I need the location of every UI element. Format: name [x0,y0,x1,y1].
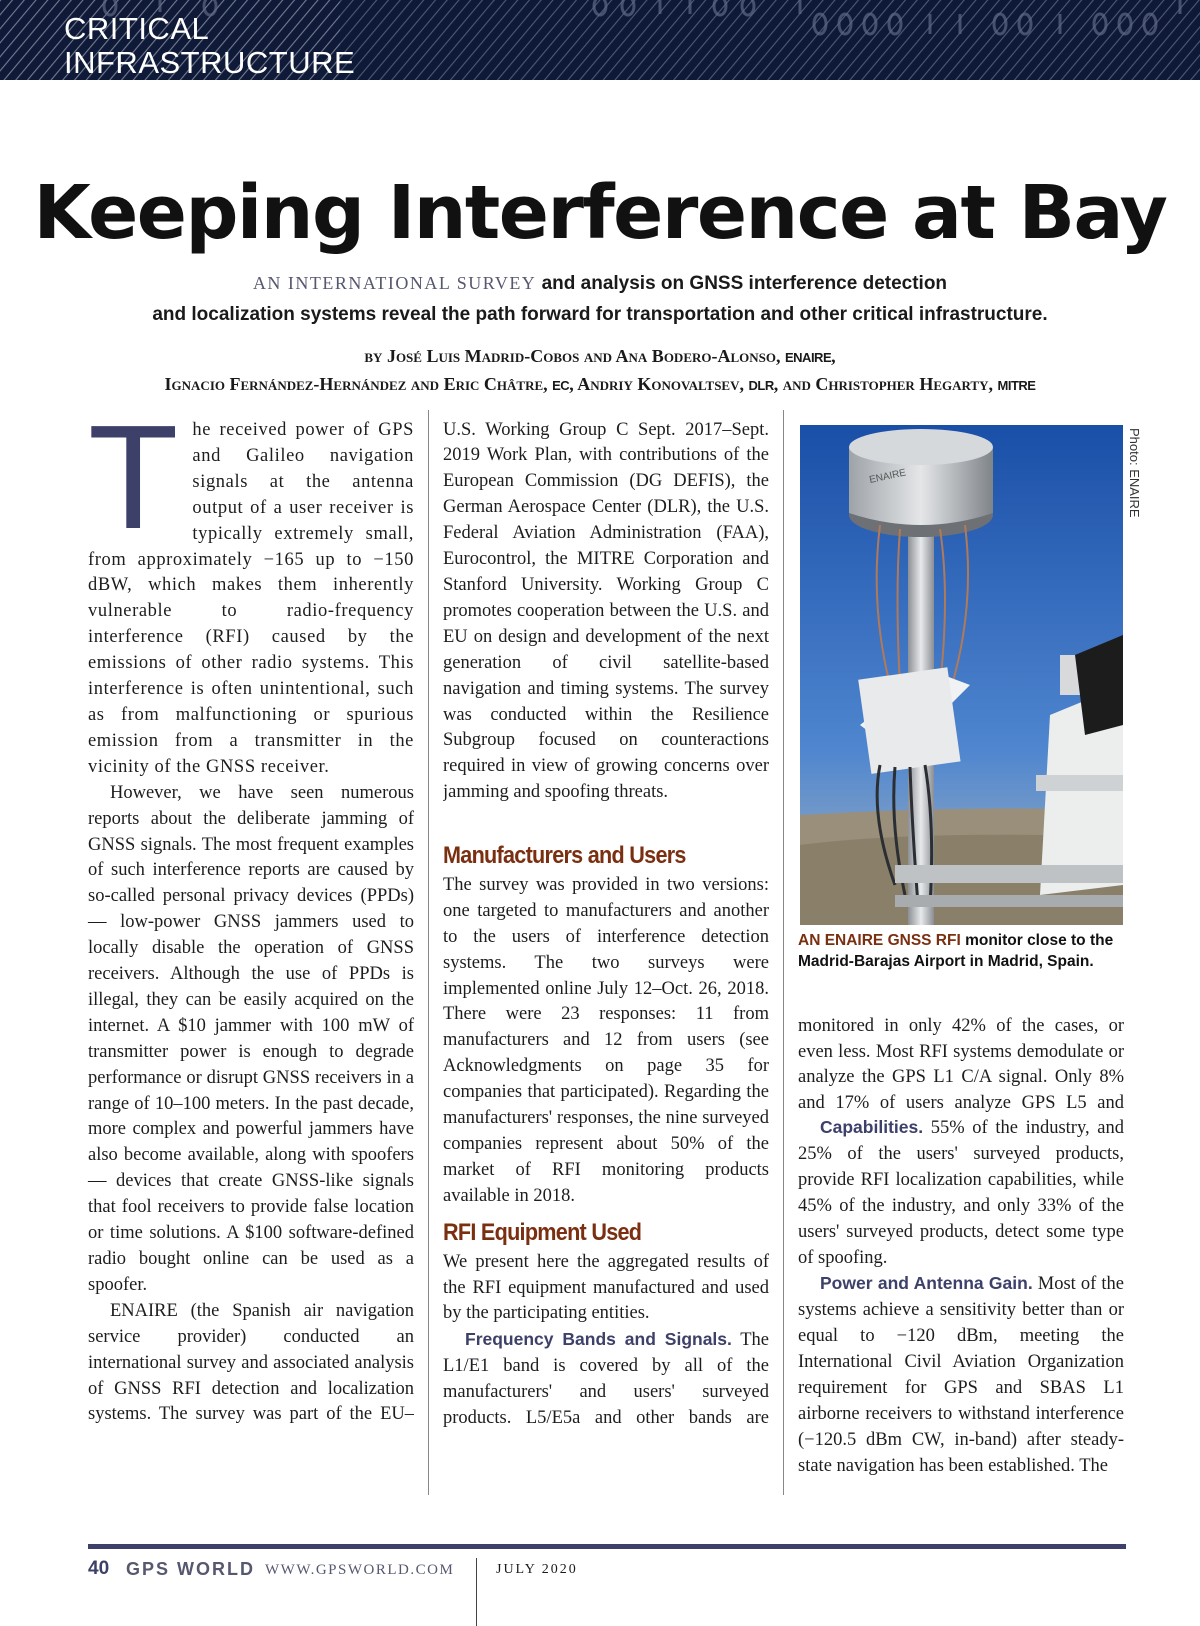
deck-rest: and analysis on GNSS interference detection [536,273,948,294]
section-title-line-1: CRITICAL [64,11,210,46]
author-affiliation: ENAIRE [785,350,832,365]
subhead-manufacturers-users: Manufacturers and Users [443,842,686,869]
paragraph-continued-text: U.S. Working Group C Sept. 2017–Sept. 2019 Work Plan, with contributions of the European Commission (DG DEFIS), the German Aerospace Center (DLR), the U.S. Federal Aviation Administration (FAA), Eurocontrol, the MITRE Corporation and Stanford University. Working Group C promotes cooperation between the U.S. and EU on design and development of the next generation of civil satellite-based navigation and timing systems. The survey was conducted within the Resilience Subgroup focused on counteractions required in view of growing concerns over jamming and spoofing threats. [443,419,769,803]
run-in-head: Frequency Bands and Signals. [465,1329,732,1350]
section-title-line-2: INFRASTRUCTURE [64,45,356,80]
paragraph-text: The L1/E1 band is covered by all of the manufacturers' and users' surveyed products. L5/E5a and other bands are [443,1330,769,1429]
column-rule [428,410,429,1495]
run-in-head: Power and Antenna Gain. [820,1273,1033,1294]
author-name: Ignacio Fernández-Hernández [164,374,407,394]
paragraph-frequency-bands [443,1327,769,1430]
byline-and: and [406,374,444,394]
paragraph-capabilities [798,1115,1124,1271]
author-affiliation: DLR [748,378,774,393]
photo-caption [798,930,1124,972]
paragraph-text: monitored in only 42% of the cases, or even less. Most RFI systems demodulate or analyze the GPS L1 C/A signal. Only 8% and 17% of users analyze GPS L5 and [798,1015,1124,1114]
author-affiliation: MITRE [997,378,1036,393]
run-in-head: Capabilities. [820,1117,924,1137]
rfi-monitor-photo [800,425,1123,925]
author-name: José Luis Madrid-Cobos [386,346,580,366]
deck-lead: AN INTERNATIONAL SURVEY [252,273,537,293]
section-banner [0,0,1200,80]
author-name: Christopher Hegarty, [815,374,998,394]
paragraph-continued [798,1012,1124,1115]
body-column-1 [88,395,414,1429]
body-column-2 [443,418,769,1430]
drop-cap: T [88,395,179,560]
author-affiliation: EC [552,378,570,393]
subhead-rfi-equipment: RFI Equipment Used [443,1218,642,1246]
byline [60,343,1140,399]
author-name: Eric Châtre, [443,374,553,394]
paragraph-text: Most of the systems achieve a sensitivity better than or equal to −120 dBm, meeting the International Civil Aviation Organization requirement for GPS and SBAS L1 airborne receivers to withstand interference (−120.5 dBm CW, in-band) after steady-state navigation has been established. The [798,1274,1124,1476]
byline-by: by [364,346,387,366]
body-column-3 [798,1012,1124,1480]
author-name: Ana Bodero-Alonso, [615,346,785,366]
paragraph: The survey was provided in two versions: one targeted to manufacturers and another to the users of interference detection systems. The two surveys were implemented online July 12–Oct. 26, 2018. There were 23 responses: 11 from manufacturers and 12 from users (see Acknowledgments on page 35 for companies that participated). Regarding the manufacturers' responses, the nine surveyed companies represent about 50% of the market of RFI monitoring products available in 2018. [443,874,769,1206]
paragraph-text: 55% of the industry, and 25% of the users' surveyed products, provide RFI localization capabilities, while 45% of the industry, and only 33% of the users' surveyed products, detect some type of spoofing. [798,1118,1124,1268]
photo-credit: Photo: ENAIRE [1127,428,1142,518]
byline-separator: , [569,374,578,394]
footer-divider [476,1558,477,1626]
page-number: 40 [88,1558,110,1579]
byline-and: and [579,346,616,366]
dome-label: ENAIRE [868,467,908,486]
caption-highlight: AN ENAIRE GNSS RFI [798,932,961,949]
deck-line-2: and localization systems reveal the path forward for transportation and other critical infrastructure. [152,304,1048,325]
footer-rule [88,1544,1126,1549]
column-rule [783,410,784,1495]
byline-and: , and [773,374,816,394]
paragraph: ENAIRE (the Spanish air navigation service provider) conducted an international survey and associated analysis of GNSS RFI detection and localization systems. The survey was part of the EU– [88,1300,414,1425]
section-title [64,12,355,80]
byline-separator: , [831,346,836,366]
paragraph: We present here the aggregated results of the RFI equipment manufactured and used by the participating entities. [443,1251,769,1324]
magazine-url[interactable]: WWW.GPSWORLD.COM [265,1562,455,1578]
article-title: Keeping Interference at Bay [33,170,1167,256]
paragraph-power-antenna [798,1271,1124,1479]
paragraph: However, we have seen numerous reports about the deliberate jamming of GNSS signals. The most frequent examples of such interference reports are caused by so-called personal privacy devices (PPDs) — low-power GNSS jammers used to locally disable the operation of GNSS receivers. Although the use of PPDs is illegal, they can be easily acquired on the internet. A $10 jammer with 100 mW of transmitter power is enough to degrade performance or disrupt GNSS receivers in a range of 10–100 meters. In the past decade, more complex and powerful jammers have also become available, along with spoofers — devices that create GNSS-like signals that fool receivers to provide false location or time solutions. A $100 software-defined radio bought online can be used as a spoofer. [88,782,414,1295]
author-name: Andriy Konovaltsev, [577,374,749,394]
article-deck [100,268,1100,330]
paragraph-continued [443,418,769,833]
paragraph: he received power of GPS and Galileo navigation signals at the antenna output of a user receiver is typically extremely small, from approximately −165 up to −150 dBW, which makes them inherently vulnerable to radio-frequency interference (RFI) caused by the emissions of other radio systems. This interference is often unintentional, such as from malfunctioning or spurious emission from a transmitter in the vicinity of the GNSS receiver. [88,420,414,777]
paragraph-continued-text [798,1012,1124,1115]
caption-text: monitor close to the Madrid-Barajas Airport in Madrid, Spain. [798,932,1114,970]
magazine-name: GPS WORLD [126,1559,255,1579]
issue-date: JULY 2020 [496,1562,578,1577]
